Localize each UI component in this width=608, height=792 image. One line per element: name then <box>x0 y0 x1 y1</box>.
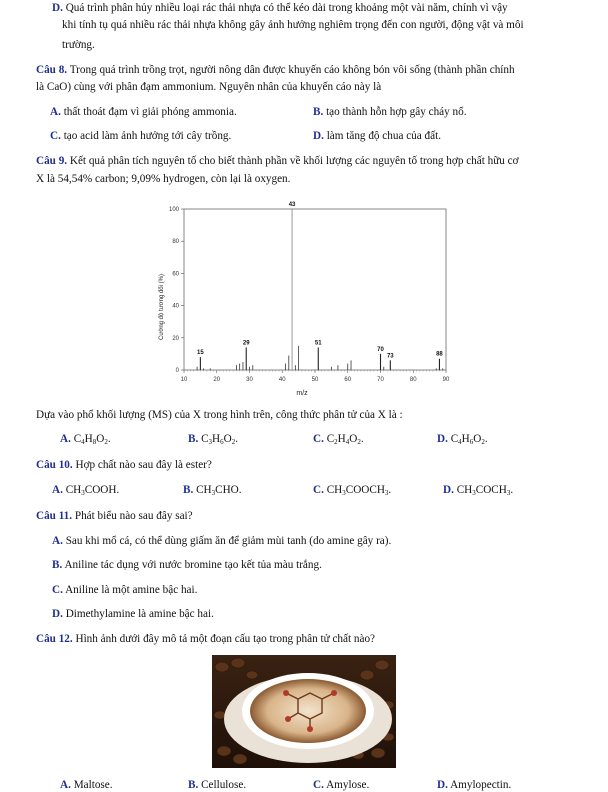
option-letter: B. <box>183 484 194 496</box>
formula: $C_2H_4O_2$. <box>326 433 364 446</box>
question-9-after: Dựa vào phổ khối lượng (MS) của X trong hình trên, công thức phân tử của X là : <box>36 409 403 421</box>
question-label: Câu 9. <box>36 155 68 167</box>
x-axis-title: m/z <box>296 390 308 397</box>
option-text: Amylose. <box>326 779 370 791</box>
q10-option-a[interactable] <box>52 483 119 497</box>
question-9-line2: X là 54,54% carbon; 9,09% hydrogen, còn lại là oxygen. <box>36 173 291 185</box>
y-tick-label: 40 <box>172 303 179 310</box>
formula: $C_4H_6O_2$. <box>450 433 488 446</box>
coffee-cup-illustration <box>212 655 396 768</box>
option-letter: B. <box>313 106 324 118</box>
q8-option-a[interactable] <box>50 105 237 119</box>
formula: $CH_3COCH_3$. <box>456 484 514 497</box>
mass-spectrum-chart <box>150 196 460 398</box>
option-letter: D. <box>437 779 448 791</box>
q9-option-b[interactable] <box>188 432 238 446</box>
option-text: Amylopectin. <box>450 779 512 791</box>
question-10 <box>36 458 212 472</box>
q12-option-a[interactable] <box>60 778 113 792</box>
q9-option-c[interactable] <box>313 432 364 446</box>
option-text: tạo thành hỗn hợp gây cháy nổ. <box>326 106 467 118</box>
option-text: tạo acid làm ảnh hưởng tới cây trồng. <box>63 130 232 142</box>
option-letter: D. <box>52 2 63 14</box>
x-tick-label: 30 <box>246 377 253 383</box>
q9-option-d[interactable] <box>437 432 488 446</box>
option-text: Cellulose. <box>201 779 247 791</box>
y-tick-label: 0 <box>175 368 179 374</box>
option-letter: D. <box>443 484 454 496</box>
question-9-line1: Kết quả phân tích nguyên tố cho biết thành phần về khối lượng các nguyên tố trong hợp chất hữu cơ <box>69 155 519 167</box>
peak-label-70: 70 <box>377 346 384 353</box>
option-text: Aniline là một amine bậc hai. <box>65 584 198 596</box>
y-tick-label: 20 <box>172 335 179 342</box>
q12-option-c[interactable] <box>313 778 369 792</box>
x-tick-label: 80 <box>409 377 417 383</box>
question-label: Câu 11. <box>36 510 73 522</box>
formula: $CH_3COOH$. <box>65 484 120 497</box>
q8-option-c[interactable] <box>50 129 231 143</box>
question-12-stem: Hình ảnh dưới đây mô tả một đoạn cấu tạo trong phân tử chất nào? <box>75 633 376 645</box>
option-letter: B. <box>52 559 63 571</box>
question-11-stem: Phát biểu nào sau đây sai? <box>74 510 193 522</box>
y-axis-title: Cường độ tương đối (%) <box>159 274 165 340</box>
option-text: làm tăng độ chua của đất. <box>326 130 442 142</box>
question-10-stem: Hợp chất nào sau đây là ester? <box>75 459 212 471</box>
x-tick-label: 70 <box>377 377 384 383</box>
option-letter: C. <box>313 779 324 791</box>
option-letter: D. <box>437 433 448 445</box>
question-11 <box>36 509 193 523</box>
question-9 <box>36 154 519 168</box>
question-label: Câu 12. <box>36 633 73 645</box>
question-label: Câu 10. <box>36 459 73 471</box>
question-12 <box>36 632 375 646</box>
q10-option-c[interactable] <box>313 483 391 497</box>
option-letter: D. <box>313 130 324 142</box>
prev-option-d-line3: trường. <box>62 39 95 51</box>
option-text: thất thoát đạm vì giải phóng ammonia. <box>63 106 237 118</box>
formula: $C_3H_6O_2$. <box>201 433 239 446</box>
option-letter: B. <box>188 433 199 445</box>
option-letter: C. <box>50 130 61 142</box>
peak-label-43: 43 <box>288 202 296 208</box>
option-letter: D. <box>52 608 63 620</box>
q11-option-c[interactable] <box>52 583 197 597</box>
formula: $CH_3COOCH_3$. <box>326 484 392 497</box>
peak-label-88: 88 <box>436 351 443 358</box>
option-text: Maltose. <box>73 779 113 791</box>
prev-option-d <box>52 1 508 15</box>
question-8-line2: là CaO) cùng với phân đạm ammonium. Nguyên nhân của khuyến cáo này là <box>36 81 382 93</box>
option-letter: B. <box>188 779 199 791</box>
x-tick-label: 20 <box>213 377 221 383</box>
option-letter: A. <box>60 433 71 445</box>
q11-option-b[interactable] <box>52 558 322 572</box>
x-tick-label: 90 <box>442 377 450 383</box>
prev-option-d-line2: khi tính tụ quá nhiều rác thải nhựa không gây ảnh hưởng nghiêm trọng đến con người, động vật và môi <box>62 19 524 31</box>
peak-label-73: 73 <box>386 353 394 360</box>
latte-foam <box>250 679 366 743</box>
formula: $CH_3CHO$. <box>196 484 242 497</box>
q10-option-d[interactable] <box>443 483 513 497</box>
option-letter: A. <box>60 779 71 791</box>
q11-option-a[interactable] <box>52 534 391 548</box>
y-tick-label: 60 <box>172 271 179 278</box>
x-tick-label: 50 <box>311 377 319 383</box>
question-label: Câu 8. <box>36 64 68 76</box>
q11-option-d[interactable] <box>52 607 214 621</box>
x-tick-label: 60 <box>344 377 352 383</box>
question-8 <box>36 63 515 77</box>
option-text: Sau khi mổ cá, có thể dùng giấm ăn để giảm mùi tanh (do amine gây ra). <box>65 535 392 547</box>
formula: $C_4H_8O_2$. <box>73 433 111 446</box>
q12-option-d[interactable] <box>437 778 511 792</box>
option-letter: A. <box>52 484 63 496</box>
x-tick-label: 10 <box>180 377 188 383</box>
q12-option-b[interactable] <box>188 778 246 792</box>
option-text: Dimethylamine là amine bậc hai. <box>65 608 214 620</box>
option-letter: A. <box>50 106 61 118</box>
peak-label-29: 29 <box>242 340 250 347</box>
q9-option-a[interactable] <box>60 432 111 446</box>
coffee-latte-art-photo <box>212 655 396 768</box>
question-8-line1: Trong quá trình trồng trọt, người nông dân được khuyến cáo không bón vôi sống (thành phần chính <box>69 64 515 76</box>
peak-label-15: 15 <box>197 350 204 357</box>
peak-label-51: 51 <box>314 340 322 347</box>
option-text: Aniline tác dụng với nước bromine tạo kết tủa màu trắng. <box>64 559 322 571</box>
option-letter: A. <box>52 535 63 547</box>
x-tick-label: 40 <box>278 377 286 383</box>
q8-option-d[interactable] <box>313 129 441 143</box>
q8-option-b[interactable] <box>313 105 467 119</box>
q10-option-b[interactable] <box>183 483 242 497</box>
option-letter: C. <box>313 433 324 445</box>
prev-option-d-line1: Quá trình phân hủy nhiều loại rác thải nhựa có thể kéo dài trong khoảng một vài năm, chính vì vậy <box>65 2 508 14</box>
option-letter: C. <box>52 584 63 596</box>
option-letter: C. <box>313 484 324 496</box>
y-tick-label: 100 <box>168 207 179 213</box>
y-tick-label: 80 <box>172 239 179 246</box>
